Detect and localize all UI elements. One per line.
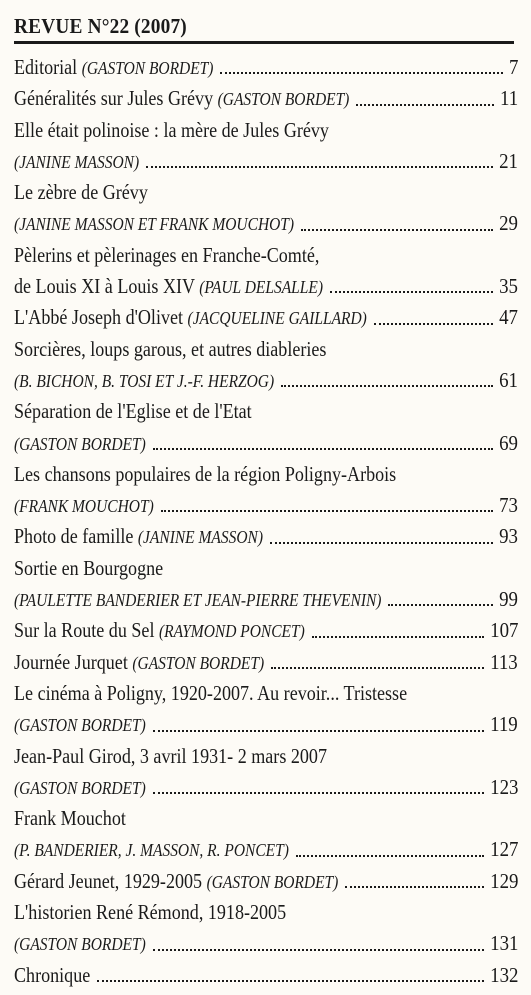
entry-author: (PAULETTE BANDERIER ET JEAN-PIERRE THEVENIN) — [14, 590, 382, 611]
entry-title: Frank Mouchot — [14, 806, 126, 831]
toc-entry — [14, 803, 518, 866]
toc-line — [14, 334, 518, 365]
dot-leader — [345, 886, 483, 888]
line-text — [14, 615, 305, 647]
toc-entry — [14, 521, 518, 552]
toc-line — [14, 960, 518, 991]
toc-entry — [14, 647, 518, 678]
entry-author: (P. BANDERIER, J. MASSON, R. PONCET) — [14, 840, 289, 861]
page-number: 21 — [499, 148, 518, 173]
toc-line — [14, 52, 518, 83]
toc-line — [14, 490, 518, 521]
line-text — [14, 834, 289, 866]
toc-entry — [14, 334, 518, 397]
entry-title: Jean-Paul Girod, 3 avril 1931- 2 mars 2007 — [14, 743, 327, 768]
dot-leader — [330, 291, 493, 293]
line-text — [14, 52, 213, 84]
dot-leader — [374, 323, 493, 325]
line-text — [14, 521, 263, 553]
toc-entry — [14, 459, 518, 522]
line-text — [14, 647, 264, 679]
entry-author: (GASTON BORDET) — [217, 89, 350, 110]
toc-line — [14, 396, 518, 427]
line-text — [14, 553, 163, 584]
line-text — [14, 584, 381, 616]
toc-line — [14, 146, 518, 177]
line-text — [14, 208, 294, 240]
entry-title: Chronique — [14, 962, 91, 987]
toc-line — [14, 83, 518, 114]
toc-entry — [14, 741, 518, 804]
toc-entry — [14, 678, 518, 741]
entry-author: (GASTON BORDET) — [81, 58, 214, 78]
toc-entry — [14, 960, 518, 991]
toc-line — [14, 428, 518, 459]
entry-title: Elle était polinoise : la mère de Jules Grévy — [14, 117, 329, 142]
toc-entry — [14, 866, 518, 897]
toc-entry — [14, 83, 518, 114]
toc-entry — [14, 615, 518, 646]
page-number: 131 — [489, 931, 518, 956]
entry-author: (B. BICHON, B. TOSI ET J.-F. HERZOG) — [14, 370, 275, 391]
line-text — [14, 897, 286, 928]
toc-line — [14, 553, 518, 584]
table-of-contents — [14, 52, 518, 991]
toc-entry — [14, 115, 518, 178]
header — [14, 14, 514, 44]
dot-leader — [153, 730, 485, 732]
toc-line — [14, 866, 518, 897]
line-text — [14, 334, 326, 365]
page-number: 93 — [499, 524, 518, 549]
toc-line — [14, 615, 518, 646]
header-title: REVUE N°22 (2007) — [14, 14, 187, 38]
page-number: 73 — [499, 493, 518, 518]
toc-line — [14, 584, 518, 615]
line-text — [14, 240, 319, 271]
line-text — [14, 146, 139, 178]
dot-leader — [97, 980, 483, 982]
line-text — [14, 115, 329, 146]
dot-leader — [146, 166, 493, 168]
toc-line — [14, 115, 518, 146]
toc-line — [14, 647, 518, 678]
toc-entry — [14, 240, 518, 303]
toc-line — [14, 709, 518, 740]
entry-author: (JACQUELINE GAILLARD) — [187, 308, 367, 329]
toc-entry — [14, 52, 518, 83]
line-text — [14, 960, 90, 991]
entry-title: Photo de famille — [14, 524, 134, 549]
toc-line — [14, 365, 518, 396]
page-number: 7 — [508, 55, 518, 79]
page-number: 61 — [499, 367, 518, 392]
toc-line — [14, 741, 518, 772]
toc-line — [14, 302, 518, 333]
line-text — [14, 741, 327, 772]
line-text — [14, 302, 367, 334]
entry-title-cont: de Louis XI à Louis XIV — [14, 274, 195, 299]
page-number: 132 — [489, 962, 518, 987]
entry-author: (GASTON BORDET) — [14, 934, 146, 955]
toc-line — [14, 772, 518, 803]
toc-line — [14, 208, 518, 239]
line-text — [14, 678, 407, 709]
dot-leader — [271, 667, 484, 669]
entry-author: (RAYMOND PONCET) — [158, 621, 305, 642]
page-number: 69 — [499, 430, 518, 455]
entry-author: (JANINE MASSON ET FRANK MOUCHOT) — [14, 214, 295, 235]
page-number: 113 — [490, 649, 518, 674]
entry-title: Pèlerins et pèlerinages en Franche-Comté, — [14, 242, 320, 267]
entry-title: Sur la Route du Sel — [14, 618, 155, 643]
dot-leader — [356, 104, 493, 106]
entry-title: Le zèbre de Grévy — [14, 180, 148, 205]
entry-author: (GASTON BORDET) — [14, 433, 146, 454]
toc-entry — [14, 177, 518, 240]
entry-author: (JANINE MASSON) — [14, 151, 140, 172]
entry-title: Sorcières, loups garous, et autres diableries — [14, 336, 327, 361]
dot-leader — [161, 510, 493, 512]
toc-line — [14, 678, 518, 709]
dot-leader — [153, 792, 484, 794]
line-text — [14, 271, 323, 303]
line-text — [14, 83, 349, 115]
toc-line — [14, 459, 518, 490]
toc-line — [14, 271, 518, 302]
toc-line — [14, 240, 518, 271]
page-number: 129 — [489, 868, 518, 893]
entry-title: Editorial — [14, 55, 78, 79]
dot-leader — [153, 448, 493, 450]
line-text — [14, 928, 146, 960]
entry-title: Sortie en Bourgogne — [14, 555, 164, 580]
entry-title: Le cinéma à Poligny, 1920-2007. Au revoir... Tristesse — [14, 680, 408, 705]
entry-title: Journée Jurquet — [14, 649, 128, 674]
entry-title: Les chansons populaires de la région Poligny-Arbois — [14, 461, 397, 486]
line-text — [14, 866, 338, 898]
toc-line — [14, 177, 518, 208]
dot-leader — [220, 72, 502, 74]
line-text — [14, 490, 154, 522]
line-text — [14, 365, 274, 397]
toc-line — [14, 803, 518, 834]
entry-title: Gérard Jeunet, 1929-2005 — [14, 868, 203, 893]
line-text — [14, 177, 148, 208]
entry-author: (FRANK MOUCHOT) — [14, 496, 154, 517]
page-number: 29 — [499, 211, 518, 236]
toc-line — [14, 834, 518, 865]
toc-line — [14, 928, 518, 959]
line-text — [14, 772, 146, 804]
toc-entry — [14, 553, 518, 616]
page-number: 99 — [499, 587, 518, 612]
entry-title: L'Abbé Joseph d'Olivet — [14, 305, 184, 330]
page-number: 47 — [499, 305, 518, 330]
dot-leader — [270, 542, 493, 544]
entry-author: (GASTON BORDET) — [132, 652, 265, 673]
line-text — [14, 396, 252, 427]
page-number: 35 — [499, 274, 518, 299]
entry-author: (GASTON BORDET) — [14, 715, 146, 736]
dot-leader — [301, 229, 493, 231]
line-text — [14, 459, 396, 490]
entry-title: L'historien René Rémond, 1918-2005 — [14, 900, 287, 925]
toc-entry — [14, 302, 518, 333]
entry-title: Généralités sur Jules Grévy — [14, 86, 214, 111]
dot-leader — [281, 385, 493, 387]
entry-title: Séparation de l'Eglise et de l'Etat — [14, 399, 252, 424]
line-text — [14, 803, 126, 834]
entry-author: (PAUL DELSALLE) — [199, 277, 323, 298]
entry-author: (GASTON BORDET) — [14, 777, 146, 798]
entry-author: (GASTON BORDET) — [206, 871, 339, 892]
dot-leader — [388, 604, 493, 606]
toc-line — [14, 897, 518, 928]
page-number: 127 — [489, 837, 518, 862]
page-number: 11 — [499, 86, 518, 111]
line-text — [14, 428, 146, 460]
dot-leader — [296, 855, 484, 857]
toc-entry — [14, 396, 518, 459]
dot-leader — [312, 636, 484, 638]
toc-line — [14, 521, 518, 552]
entry-author: (JANINE MASSON) — [137, 527, 263, 548]
page-number: 123 — [489, 774, 518, 799]
line-text — [14, 709, 146, 741]
page-number: 119 — [490, 712, 518, 737]
toc-entry — [14, 897, 518, 960]
page-number: 107 — [489, 618, 518, 643]
dot-leader — [153, 949, 484, 951]
